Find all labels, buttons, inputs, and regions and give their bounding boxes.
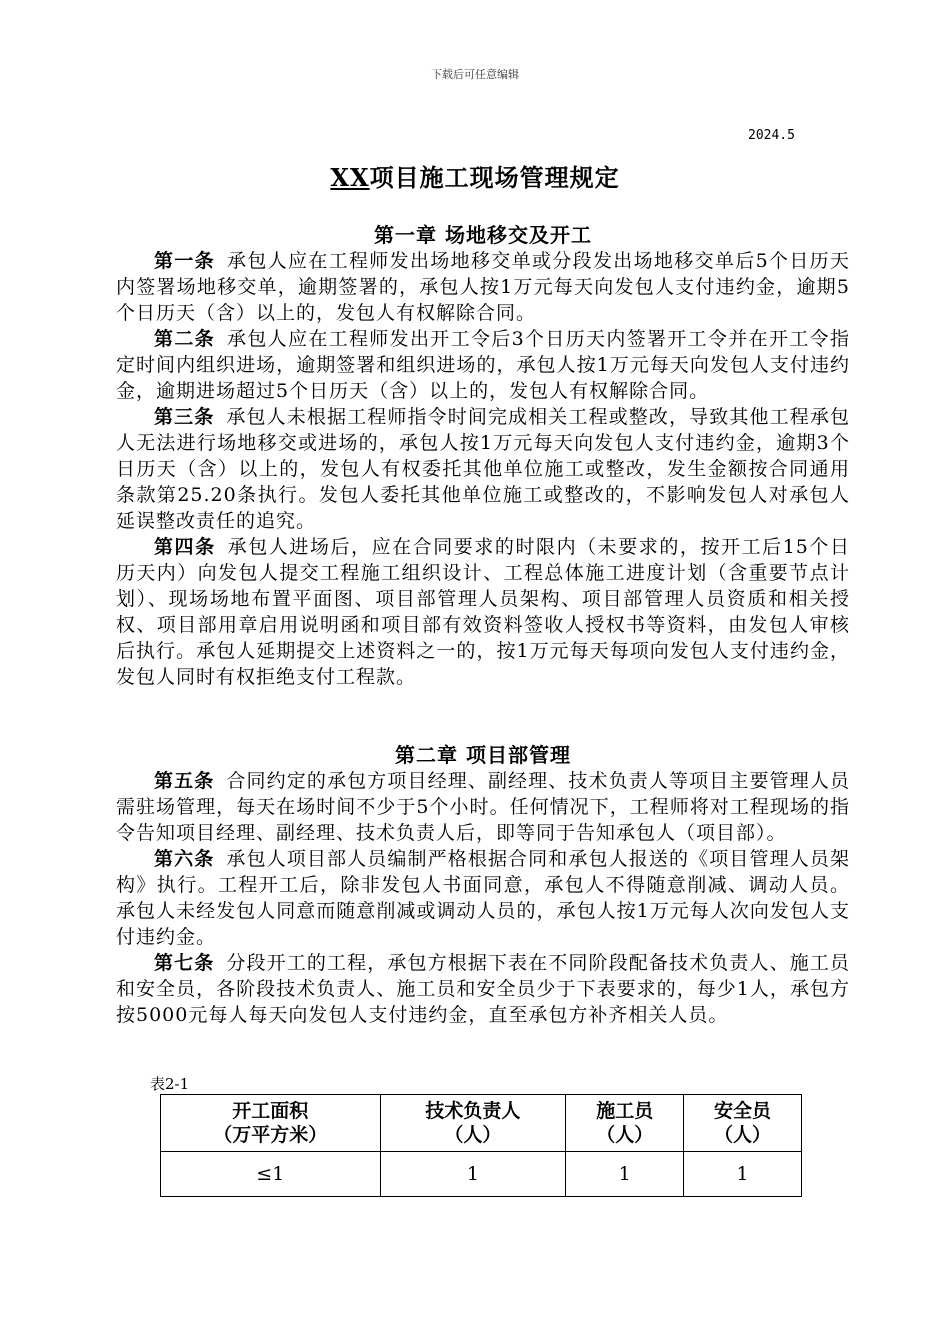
- article-7: [116, 950, 850, 1028]
- article-text: 承包人未根据工程师指令时间完成相关工程或整改，导致其他工程承包人无法进行场地移交或进场的，承包人按1万元每天向发包人支付违约金，逾期3个日历天（含）以上的，发包人有权委托其他单位施工或整改，发生金额按合同通用条款第25.20条执行。发包人委托其他单位施工或整改的，不影响发包人对承包人延误整改责任的追究。: [116, 406, 850, 532]
- header-line: 开工面积: [232, 1100, 309, 1122]
- header-line: （人）: [444, 1124, 502, 1146]
- chapter-1-heading: 第一章 场地移交及开工: [374, 223, 592, 247]
- header-line: 技术负责人: [425, 1100, 521, 1122]
- table-cell: 1: [684, 1152, 802, 1197]
- table-cell: 1: [566, 1152, 684, 1197]
- article-text: 承包人应在工程师发出开工令后3个日历天内签署开工令并在开工令指定时间内组织进场，逾期签署和组织进场的，承包人按1万元每天向发包人支付违约金，逾期进场超过5个日历天（含）以上的，发包人有权解除合同。: [116, 328, 850, 402]
- article-text: 承包人进场后，应在合同要求的时限内（未要求的，按开工后15个日历天内）向发包人提交工程施工组织设计、工程总体施工进度计划（含重要节点计划）、现场场地布置平面图、项目部管理人员架构、项目部管理人员资质和相关授权、项目部用章启用说明函和项目部有效资料签收人授权书等资料，由发包人审核后执行。承包人延期提交上述资料之一的，按1万元每天每项向发包人支付违约金，发包人同时有权拒绝支付工程款。: [116, 536, 850, 688]
- chapter-1-section: [116, 222, 850, 690]
- article-6: [116, 846, 850, 950]
- document-date: 2024.5: [748, 128, 795, 143]
- article-2: [116, 326, 850, 404]
- title-prefix: XX: [330, 163, 370, 192]
- header-line: （人）: [714, 1124, 772, 1146]
- article-number: 第三条: [154, 406, 215, 428]
- table-header-cell: [566, 1095, 684, 1152]
- title-text: 项目施工现场管理规定: [369, 163, 620, 192]
- article-number: 第四条: [154, 536, 216, 558]
- chapter-2-heading: 第二章 项目部管理: [395, 743, 571, 767]
- header-line: （人）: [596, 1124, 654, 1146]
- article-text: 承包人项目部人员编制严格根据合同和承包人报送的《项目管理人员架构》执行。工程开工后，除非发包人书面同意，承包人不得随意削减、调动人员。承包人未经发包人同意而随意削减或调动人员的，承包人按1万元每人次向发包人支付违约金。: [116, 848, 850, 948]
- document-title: [0, 158, 950, 193]
- table-header-cell: [161, 1095, 381, 1152]
- article-4: [116, 534, 850, 690]
- header-note: 下载后可任意编辑: [431, 68, 519, 81]
- table-header-cell: [684, 1095, 802, 1152]
- article-number: 第二条: [154, 328, 215, 350]
- header-line: （万平方米）: [213, 1124, 328, 1146]
- article-1: [116, 248, 850, 326]
- article-number: 第五条: [154, 770, 215, 792]
- article-5: [116, 768, 850, 846]
- chapter-2-section: [116, 742, 850, 1028]
- table-cell: 1: [380, 1152, 566, 1197]
- article-text: 承包人应在工程师发出场地移交单或分段发出场地移交单后5个日历天内签署场地移交单，逾期签署的，承包人按1万元每天向发包人支付违约金，逾期5个日历天（含）以上的，发包人有权解除合同。: [116, 250, 850, 324]
- header-line: 施工员: [596, 1100, 654, 1122]
- table-caption: 表2-1: [150, 1075, 190, 1093]
- staffing-requirements-table: [160, 1094, 802, 1197]
- table-header-row: [161, 1095, 802, 1152]
- article-3: [116, 404, 850, 534]
- article-number: 第六条: [154, 848, 215, 870]
- article-number: 第七条: [154, 952, 215, 974]
- table-row: [161, 1152, 802, 1197]
- table-cell: ≤1: [161, 1152, 381, 1197]
- header-line: 安全员: [714, 1100, 772, 1122]
- article-text: 分段开工的工程，承包方根据下表在不同阶段配备技术负责人、施工员和安全员，各阶段技术负责人、施工员和安全员少于下表要求的，每少1人，承包方按5000元每人每天向发包人支付违约金，直至承包方补齐相关人员。: [116, 952, 850, 1026]
- article-text: 合同约定的承包方项目经理、副经理、技术负责人等项目主要管理人员需驻场管理，每天在场时间不少于5个小时。任何情况下，工程师将对工程现场的指令告知项目经理、副经理、技术负责人后，即等同于告知承包人（项目部）。: [116, 770, 850, 844]
- table-header-cell: [380, 1095, 566, 1152]
- article-number: 第一条: [154, 250, 215, 272]
